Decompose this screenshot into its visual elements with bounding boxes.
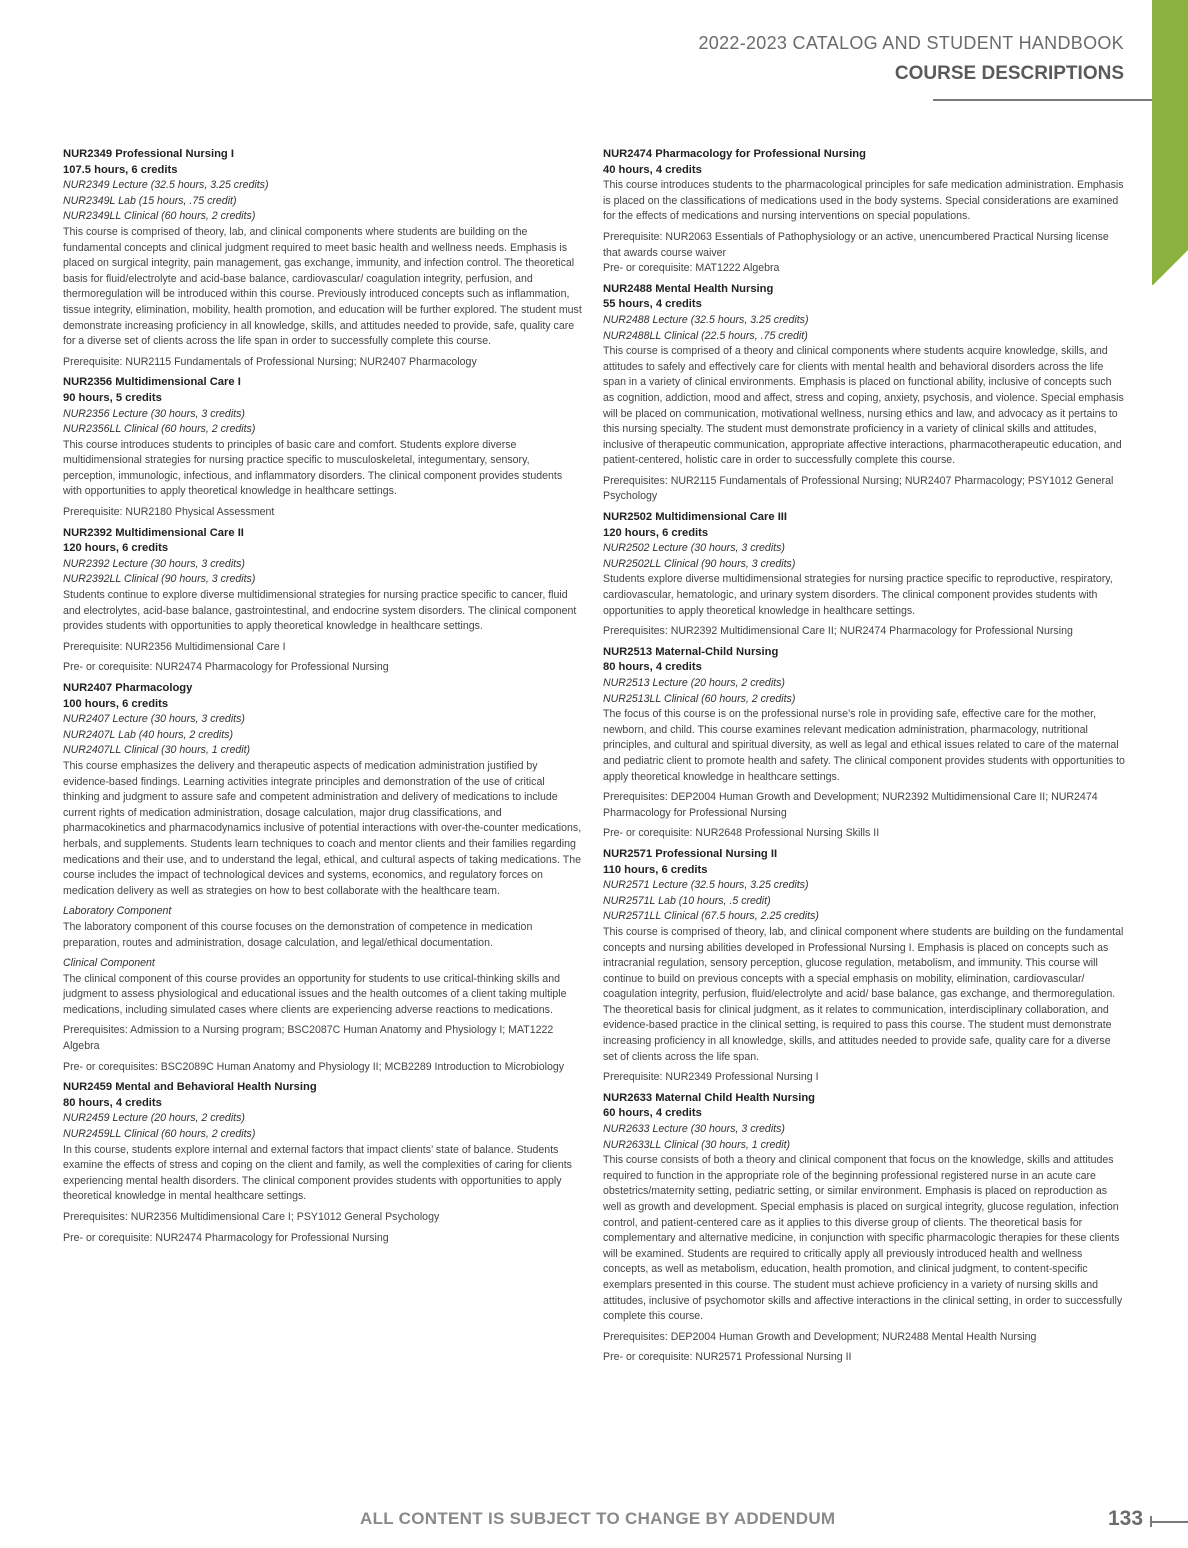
course-description: The focus of this course is on the professional nurse’s role in providing safe, effective care for the mother, newborn, and child. This course examines relevant medication administration, pharmacology, nutritional principles, and cultural and spiritual diversity, as well as legal and ethical issues related to care of the maternal and pediatric client to promote health and safety. The clinical component provides students with opportunities to apply theoretical knowledge in healthcare settings. <box>603 708 1125 783</box>
course-requisite: Prerequisites: Admission to a Nursing program; BSC2087C Human Anatomy and Physiology I; MAT1222 Algebra <box>63 1024 554 1053</box>
course-entry <box>63 147 583 370</box>
course-entry <box>603 282 1125 505</box>
course-entry <box>63 526 583 676</box>
course-entry <box>603 1091 1125 1366</box>
subsection-text: The clinical component of this course provides an opportunity for students to use critical-thinking skills and judgment to assess physiological and educational issues and the health outcomes of a client taking multiple medications, including simulated cases where clients are experiencing adverse reactions to medications. <box>63 972 567 1016</box>
course-description: This course is comprised of a theory and clinical components where students acquire knowledge, skills, and attitudes to safely and effectively care for clients with mental health and behavioral disorders across the life span in a variety of clinical environments. Emphasis is placed on functional ability, inclusive of concepts such as cognition, addiction, mood and affect, stress and coping, anxiety, psychosis, and violence. Special emphasis will be placed on communication, motivational wellness, nursing ethics and law, and advocacy as it pertains to this nursing specialty. The student must demonstrate proficiency in a variety of clinical skills and attitudes, inclusive of therapeutic communication, appropriate affective interactions, pharmacotherapeutic education, and patient-centered, holistic care in order to successfully complete this course. <box>603 345 1124 467</box>
course-requisite: Pre- or corequisite: NUR2474 Pharmacology for Professional Nursing <box>63 661 389 674</box>
header-divider <box>933 99 1152 101</box>
course-description: In this course, students explore internal and external factors that impact clients’ state of balance. Students examine the effects of stress and coping on the client and family, as well the complexities of caring for clients experiencing mental health disorders. The clinical component provides students with opportunities to apply theoretical knowledge in mental healthcare settings. <box>63 1143 572 1203</box>
left-column <box>63 147 583 1251</box>
course-component: NUR2356 Lecture (30 hours, 3 credits) <box>63 407 245 420</box>
course-component: NUR2488 Lecture (32.5 hours, 3.25 credits) <box>603 313 809 326</box>
course-hours: 120 hours, 6 credits <box>63 542 169 555</box>
section-title: COURSE DESCRIPTIONS <box>894 63 1124 84</box>
course-title: NUR2392 Multidimensional Care II <box>63 526 244 539</box>
course-requisite: Prerequisites: NUR2392 Multidimensional Care II; NUR2474 Pharmacology for Professional Nursing <box>603 625 1073 638</box>
course-hours: 110 hours, 6 credits <box>603 863 708 876</box>
course-component: NUR2633LL Clinical (30 hours, 1 credit) <box>603 1138 791 1151</box>
course-entry <box>63 1080 583 1246</box>
course-hours: 80 hours, 4 credits <box>603 661 702 674</box>
course-description: This course introduces students to the pharmacological principles for safe medication administration. Emphasis is placed on the classifications of medications used in the body systems. Special considerations are examined for the effects of medications and nursing interventions on special populations. <box>603 179 1124 223</box>
course-title: NUR2502 Multidimensional Care III <box>603 511 788 524</box>
section-color-tab-notch <box>1152 250 1188 286</box>
page-number-rule <box>1150 1521 1188 1523</box>
course-component: NUR2349 Lecture (32.5 hours, 3.25 credits) <box>63 179 269 192</box>
course-entry <box>603 510 1125 640</box>
course-title: NUR2356 Multidimensional Care I <box>63 376 241 389</box>
course-requisite: Pre- or corequisite: NUR2474 Pharmacology for Professional Nursing <box>63 1231 389 1244</box>
course-title: NUR2633 Maternal Child Health Nursing <box>603 1091 815 1104</box>
course-title: NUR2474 Pharmacology for Professional Nursing <box>603 148 866 160</box>
course-entry <box>603 147 1125 277</box>
course-hours: 100 hours, 6 credits <box>63 697 169 710</box>
course-component: NUR2349LL Clinical (60 hours, 2 credits) <box>63 210 256 223</box>
course-component: NUR2513 Lecture (20 hours, 2 credits) <box>603 677 785 689</box>
course-description: This course introduces students to principles of basic care and comfort. Students explore diverse multidimensional strategies for nursing practice specific to musculoskeletal, integumentary, sensory, perception, immunologic, infectious, and inflammatory disorders. The clinical component provides students with opportunities to apply theoretical knowledge in healthcare settings. <box>63 438 563 498</box>
course-entry <box>603 645 1125 842</box>
course-component: NUR2392 Lecture (30 hours, 3 credits) <box>63 557 245 570</box>
course-description: Students continue to explore diverse multidimensional strategies for nursing practice specific to cancer, fluid and electrolytes, acid-base balance, gastrointestinal, and endocrine system disorders. The clinical component provides students with opportunities to apply theoretical knowledge in healthcare settings. <box>63 589 577 633</box>
course-component: NUR2571LL Clinical (67.5 hours, 2.25 credits) <box>603 910 819 923</box>
course-component: NUR2571L Lab (10 hours, .5 credit) <box>603 894 771 907</box>
right-column <box>603 147 1125 1371</box>
course-component: NUR2633 Lecture (30 hours, 3 credits) <box>603 1123 785 1136</box>
page-number: 133 <box>1108 1507 1144 1530</box>
subsection-heading: Laboratory Component <box>63 905 172 918</box>
course-hours: 60 hours, 4 credits <box>603 1107 702 1120</box>
course-component: NUR2407 Lecture (30 hours, 3 credits) <box>63 713 245 726</box>
course-requisite: Prerequisite: NUR2180 Physical Assessment <box>63 506 275 519</box>
course-title: NUR2407 Pharmacology <box>63 682 193 694</box>
course-title: NUR2488 Mental Health Nursing <box>603 282 774 295</box>
course-hours: 90 hours, 5 credits <box>63 391 162 404</box>
course-title: NUR2571 Professional Nursing II <box>603 847 778 860</box>
course-component: NUR2407LL Clinical (30 hours, 1 credit) <box>63 744 251 757</box>
course-component: NUR2513LL Clinical (60 hours, 2 credits) <box>603 692 796 705</box>
section-color-tab <box>1152 0 1188 285</box>
course-requisite: Prerequisite: NUR2356 Multidimensional Care I <box>63 640 286 653</box>
course-description: This course is comprised of theory, lab, and clinical components where students are building on the fundamental concepts and clinical judgment required to meet basic health and wellness needs. Emphasis is placed on surgical integrity, pain management, gas exchange, immunity, and infection control. The theoretical basis for fluid/electrolyte and acid-base balance, cardiovascular/ coagulation integrity, perfusion, and thermoregulation will be introduced within this course. Previously introduced concepts such as inflammation, tissue integrity, elimination, mobility, health promotion, and education will be further explored. The student must demonstrate increasing proficiency in all knowledge, skills, and attitudes needed to provide, safe, quality care for a diverse set of clients across the life span in order to successfully complete this course. <box>63 225 582 348</box>
subsection-heading: Clinical Component <box>63 957 155 970</box>
course-entry <box>63 375 583 520</box>
course-requisite: Prerequisite: NUR2115 Fundamentals of Professional Nursing; NUR2407 Pharmacology <box>63 355 477 368</box>
course-entry <box>603 847 1125 1086</box>
course-requisite: Prerequisites: DEP2004 Human Growth and Development; NUR2392 Multidimensional Care II; NUR2474 Pharmacology for Professional Nursing <box>603 791 1098 819</box>
addendum-notice: ALL CONTENT IS SUBJECT TO CHANGE BY ADDENDUM <box>360 1509 836 1528</box>
course-requisite: Prerequisites: DEP2004 Human Growth and Development; NUR2488 Mental Health Nursing <box>603 1330 1037 1343</box>
course-component: NUR2571 Lecture (32.5 hours, 3.25 credits) <box>603 879 809 892</box>
course-hours: 55 hours, 4 credits <box>603 298 702 311</box>
course-description: This course emphasizes the delivery and therapeutic aspects of medication administration justified by evidence-based findings. Learning activities integrate principles and demonstration of the use of critical thinking and judgment to assure safe and competent administration and delivery of medications to include current rights of medication administration, dosage calculation, major drug classifications, and pharmacokinetics and pharmacodynamics inclusive of potential interactions with over-the-counter medications, herbals, and supplements. Students learn techniques to coach and mentor clients and their families regarding medications and their use, and to understand the legal, ethical, and cultural aspects of taking medications. The course includes the impact of technological devices and systems, economics, and regulatory forces on medication delivery as well as strategies on how to best collaborate with the healthcare team. <box>63 759 582 897</box>
course-requisite: Prerequisites: NUR2356 Multidimensional Care I; PSY1012 General Psychology <box>63 1211 440 1223</box>
course-component: NUR2488LL Clinical (22.5 hours, .75 credit) <box>603 329 808 342</box>
course-hours: 40 hours, 4 credits <box>603 163 702 176</box>
course-component: NUR2502 Lecture (30 hours, 3 credits) <box>603 542 785 555</box>
course-requisite: Prerequisites: NUR2115 Fundamentals of Professional Nursing; NUR2407 Pharmacology; PSY1012 General Psychology <box>603 474 1114 503</box>
course-requisite: Pre- or corequisite: NUR2571 Professional Nursing II <box>603 1351 852 1364</box>
page-number-tick <box>1150 1516 1152 1527</box>
course-description: This course is comprised of theory, lab, and clinical component where students are building on the fundamental concepts and nursing abilities developed in Professional Nursing I. Emphasis is placed on concepts such as intracranial regulation, sensory perception, glucose regulation, metabolism, and immunity. This course will continue to build on previous concepts with a special emphasis on mobility, elimination, cardiovascular/ coagulation integrity, perfusion, fluid/electrolyte and acid/ base balance, gas exchange, and thermoregulation. The theoretical basis for clinical judgment, as it relates to communication, interdisciplinary collaboration, and evidence-based practice in the clinical setting, is required to pass this course. The student must demonstrate increasing proficiency in all knowledge, skills, and attitudes needed to provide safe, quality care for a diverse set of clients across the life span. <box>603 925 1124 1063</box>
course-component: NUR2349L Lab (15 hours, .75 credit) <box>63 194 237 207</box>
course-component: NUR2356LL Clinical (60 hours, 2 credits) <box>63 423 256 436</box>
course-requisite: Prerequisite: NUR2063 Essentials of Pathophysiology or an active, unencumbered Practical Nursing license that awards course waiver Pre- or corequisite: MAT1222 Algebra <box>603 230 1109 275</box>
subsection-text: The laboratory component of this course focuses on the demonstration of competence in medication preparation, routes and administration, dosage calculation, and legal/ethical documentation. <box>63 920 533 949</box>
course-title: NUR2349 Professional Nursing I <box>63 148 234 160</box>
course-description: This course consists of both a theory and clinical component that focus on the knowledge, skills and attitudes required to function in the appropriate role of the beginning professional registered nurse in an acute care obstetrics/maternity setting, pediatric setting, or similar environment. Emphasis is placed on reproduction as well as growth and development. Special emphasis is placed on surgical integrity, glucose regulation, infection control, and patient-centered care as it applies to this diverse group of clients. The theoretical basis for complementary and alternative medicine, in conjunction with specific pharmacologic therapies for these clients will be examined. Students are required to critically apply all previously introduced health and wellness concepts, as well as metabolism, education, health promotion, and clinical judgment, to content-specific exemplars presented in this course. The student must achieve proficiency in a variety of nursing skills and attitudes, inclusive of psychomotor skills and affective interactions in the clinical setting, in order to successfully complete this course. <box>603 1154 1123 1323</box>
course-entry <box>63 681 583 1075</box>
course-component: NUR2392LL Clinical (90 hours, 3 credits) <box>63 573 256 586</box>
course-requisite: Prerequisite: NUR2349 Professional Nursing I <box>603 1071 819 1084</box>
course-component: NUR2502LL Clinical (90 hours, 3 credits) <box>603 557 796 570</box>
catalog-title: 2022-2023 CATALOG AND STUDENT HANDBOOK <box>698 33 1124 53</box>
course-requisite: Pre- or corequisite: NUR2648 Professional Nursing Skills II <box>603 827 880 840</box>
course-title: NUR2459 Mental and Behavioral Health Nursing <box>63 1081 317 1094</box>
course-description: Students explore diverse multidimensional strategies for nursing practice specific to reproductive, respiratory, cardiovascular, hematologic, and urinary system disorders. The clinical component provides students with opportunities to apply theoretical knowledge in healthcare settings. <box>603 573 1113 617</box>
course-title: NUR2513 Maternal-Child Nursing <box>603 645 779 658</box>
course-component: NUR2459LL Clinical (60 hours, 2 credits) <box>63 1128 256 1141</box>
course-requisite: Pre- or corequisites: BSC2089C Human Anatomy and Physiology II; MCB2289 Introduction to Microbiology <box>63 1060 565 1073</box>
course-hours: 107.5 hours, 6 credits <box>63 163 178 176</box>
course-component: NUR2459 Lecture (20 hours, 2 credits) <box>63 1112 245 1125</box>
course-component: NUR2407L Lab (40 hours, 2 credits) <box>63 728 233 741</box>
course-hours: 120 hours, 6 credits <box>603 526 709 539</box>
course-hours: 80 hours, 4 credits <box>63 1096 162 1109</box>
